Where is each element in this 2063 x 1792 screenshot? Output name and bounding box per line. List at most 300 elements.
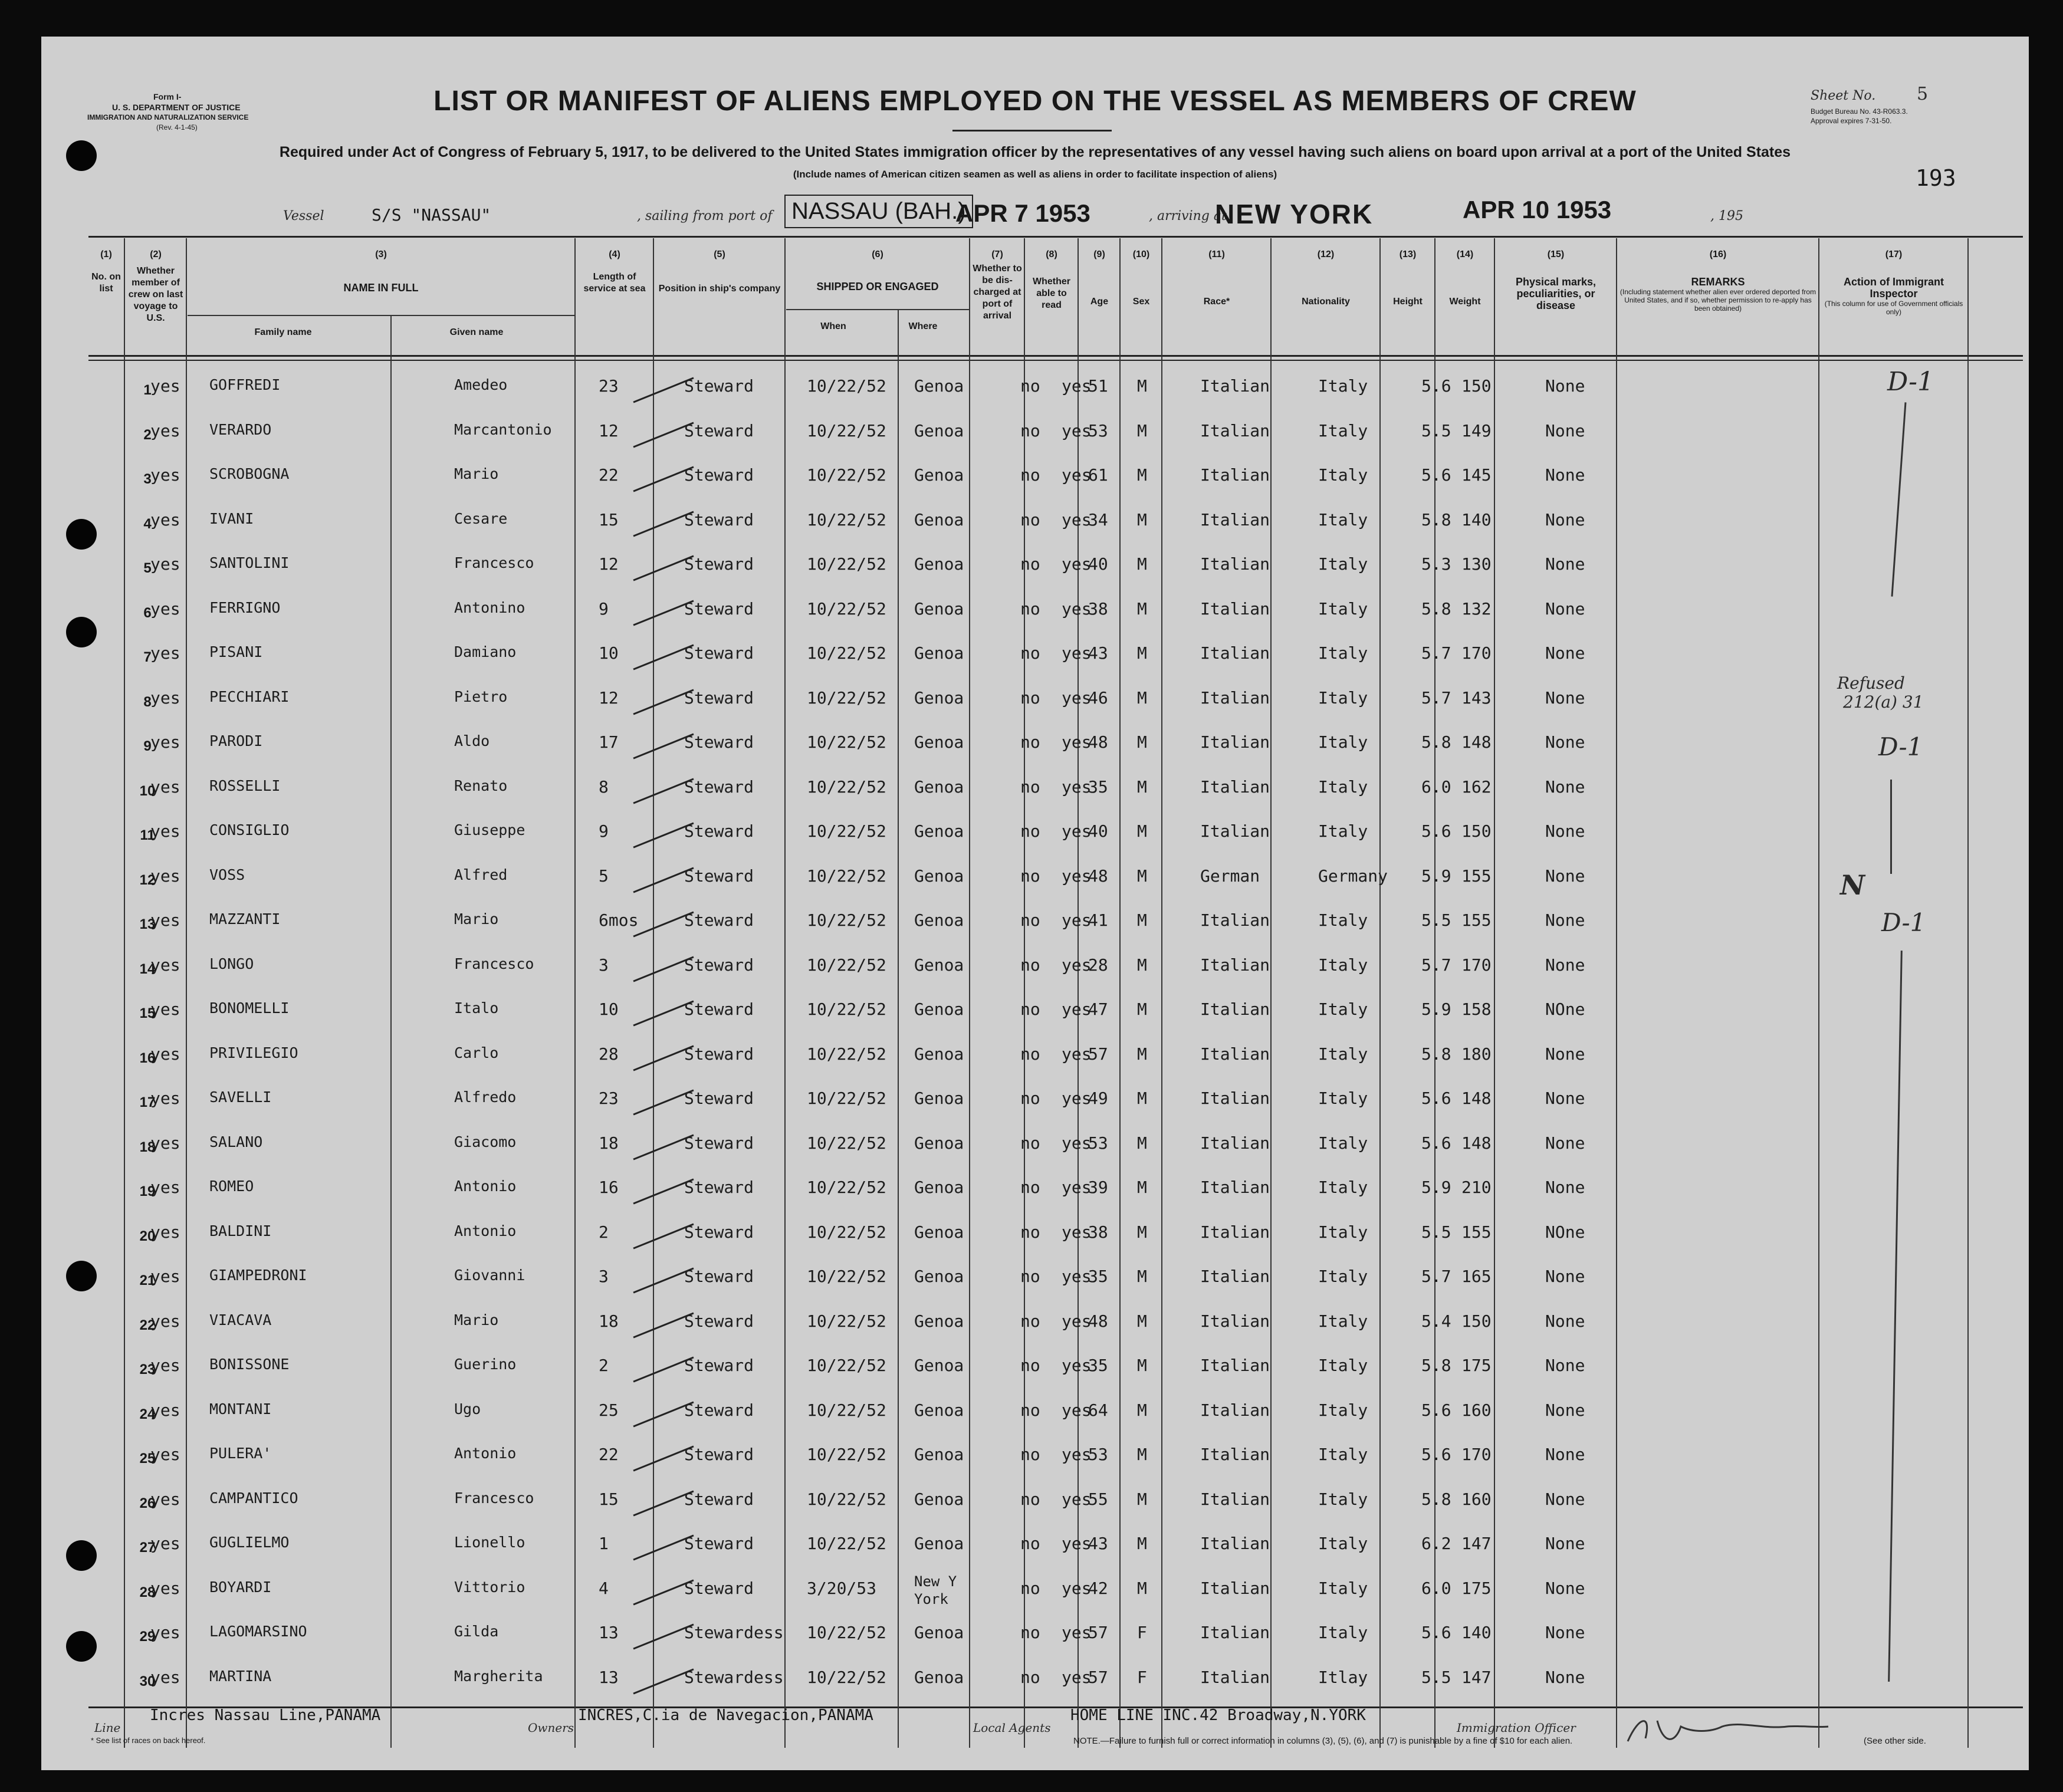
cell-crew: yes xyxy=(150,732,180,752)
form-number: Form I- xyxy=(153,92,182,101)
col-9-header: (9) Age xyxy=(1090,249,1109,307)
cell-age: 57 xyxy=(1088,1623,1108,1642)
cell-where: Genoa xyxy=(914,1311,964,1331)
cell-where: Genoa xyxy=(914,732,964,752)
cell-nationality: Germany xyxy=(1318,866,1388,886)
cell-crew: yes xyxy=(150,376,180,396)
cell-race: Italian xyxy=(1200,1356,1270,1375)
cell-where: Genoa xyxy=(914,1044,964,1064)
cell-family: LONGO xyxy=(209,955,254,972)
cell-where: Genoa xyxy=(914,1623,964,1642)
action-note-d1-mid: D-1 xyxy=(1878,732,1923,761)
row-number: 1 xyxy=(143,382,152,398)
cell-crew: yes xyxy=(150,554,180,574)
cell-crew: yes xyxy=(150,1534,180,1553)
cell-service: 4 xyxy=(599,1578,609,1598)
cell-discharged: no xyxy=(1020,910,1040,930)
cell-sex: F xyxy=(1137,1623,1147,1642)
col-17-header: (17) Action of Immigrant Inspector (This column for use of Government officials only) xyxy=(1824,249,1963,316)
cell-crew: yes xyxy=(150,1133,180,1153)
column-rule xyxy=(1818,238,1819,1748)
cell-position: Steward xyxy=(684,955,754,975)
cell-family: MAZZANTI xyxy=(209,910,281,928)
cell-weight: 150 xyxy=(1461,376,1492,396)
header-bottom-rule-2 xyxy=(88,360,2023,361)
cell-race: Italian xyxy=(1200,1267,1270,1286)
cell-discharged: no xyxy=(1020,1623,1040,1642)
cell-age: 53 xyxy=(1088,1133,1108,1153)
cell-crew: yes xyxy=(150,1445,180,1464)
cell-sex: M xyxy=(1137,1578,1147,1598)
name-split-rule xyxy=(390,315,392,1748)
action-note-d1-top: D-1 xyxy=(1887,367,1934,397)
cell-family: VIACAVA xyxy=(209,1311,272,1329)
cell-service: 23 xyxy=(599,376,619,396)
cell-given: Aldo xyxy=(454,732,490,749)
cell-family: SCROBOGNA xyxy=(209,465,290,482)
cell-given: Antonio xyxy=(454,1445,517,1462)
cell-sex: M xyxy=(1137,821,1147,841)
cell-nationality: Italy xyxy=(1318,554,1368,574)
cell-where: Genoa xyxy=(914,554,964,574)
column-rule xyxy=(574,238,576,1748)
row-number: 9 xyxy=(143,738,152,754)
cell-service: 23 xyxy=(599,1089,619,1108)
cell-height: 5.7 xyxy=(1421,643,1451,663)
owners-label: Owners xyxy=(528,1721,574,1735)
cell-marks: None xyxy=(1545,465,1585,485)
row-number: 12 xyxy=(139,872,156,888)
cell-family: MARTINA xyxy=(209,1667,272,1685)
cell-service: 10 xyxy=(599,999,619,1019)
cell-read: yes xyxy=(1062,465,1092,485)
cell-crew: yes xyxy=(150,509,180,530)
cell-family: SAVELLI xyxy=(209,1089,272,1106)
cell-position: Steward xyxy=(684,910,754,930)
cell-height: 6.0 xyxy=(1421,777,1451,797)
cell-weight: 148 xyxy=(1461,732,1492,752)
cell-age: 55 xyxy=(1088,1489,1108,1509)
cell-marks: None xyxy=(1545,777,1585,797)
cell-discharged: no xyxy=(1020,1267,1040,1286)
cell-family: GUGLIELMO xyxy=(209,1534,290,1551)
cell-nationality: Italy xyxy=(1318,999,1368,1019)
cell-marks: None xyxy=(1545,1534,1585,1553)
cell-service: 12 xyxy=(599,554,619,574)
cell-race: Italian xyxy=(1200,1178,1270,1197)
cell-given: Alfred xyxy=(454,866,508,883)
cell-sex: M xyxy=(1137,420,1147,440)
cell-discharged: no xyxy=(1020,1578,1040,1598)
cell-family: SANTOLINI xyxy=(209,554,290,571)
row-number: 30 xyxy=(139,1673,156,1689)
cell-when: 10/22/52 xyxy=(807,1267,886,1286)
cell-when: 10/22/52 xyxy=(807,554,886,574)
cell-weight: 175 xyxy=(1461,1578,1492,1598)
cell-nationality: Italy xyxy=(1318,376,1368,396)
cell-nationality: Italy xyxy=(1318,1578,1368,1598)
cell-sex: M xyxy=(1137,999,1147,1019)
table-top-rule xyxy=(88,236,2023,238)
cell-marks: None xyxy=(1545,1089,1585,1108)
cell-family: FERRIGNO xyxy=(209,599,281,616)
cell-when: 10/22/52 xyxy=(807,1356,886,1375)
cell-sex: M xyxy=(1137,955,1147,975)
cell-race: Italian xyxy=(1200,1534,1270,1553)
cell-nationality: Italy xyxy=(1318,910,1368,930)
row-number: 7 xyxy=(143,649,152,665)
cell-where: Genoa xyxy=(914,1534,964,1553)
cell-weight: 170 xyxy=(1461,643,1492,663)
departure-port-stamp: NASSAU (BAH.) xyxy=(784,195,973,228)
cell-read: yes xyxy=(1062,554,1092,574)
row-number: 21 xyxy=(139,1273,156,1288)
binder-hole xyxy=(66,1631,97,1662)
cell-sex: M xyxy=(1137,509,1147,530)
cell-where: Genoa xyxy=(914,1133,964,1153)
cell-service: 17 xyxy=(599,732,619,752)
cell-crew: yes xyxy=(150,1311,180,1331)
cell-discharged: no xyxy=(1020,1667,1040,1687)
cell-sex: M xyxy=(1137,1267,1147,1286)
cell-when: 10/22/52 xyxy=(807,1400,886,1420)
row-number: 2 xyxy=(143,426,152,443)
cell-nationality: Italy xyxy=(1318,465,1368,485)
cell-where: Genoa xyxy=(914,1445,964,1464)
cell-marks: None xyxy=(1545,1400,1585,1420)
cell-weight: 170 xyxy=(1461,1445,1492,1464)
cell-given: Antonio xyxy=(454,1222,517,1239)
binder-hole xyxy=(66,617,97,647)
cell-read: yes xyxy=(1062,910,1092,930)
page-number: 193 xyxy=(1916,165,1956,191)
cell-weight: 145 xyxy=(1461,465,1492,485)
row-number: 10 xyxy=(139,782,156,799)
row-number: 27 xyxy=(139,1540,156,1556)
cell-marks: None xyxy=(1545,599,1585,619)
cell-position: Steward xyxy=(684,1489,754,1509)
cell-weight: 130 xyxy=(1461,554,1492,574)
cell-marks: None xyxy=(1545,643,1585,663)
page-title: LIST OR MANIFEST OF ALIENS EMPLOYED ON THE VESSEL AS MEMBERS OF CREW xyxy=(433,86,1637,117)
budget-bureau: Budget Bureau No. 43-R063.3. xyxy=(1811,107,1908,116)
cell-age: 41 xyxy=(1088,910,1108,930)
cell-where: New Y York xyxy=(914,1573,957,1607)
cell-service: 18 xyxy=(599,1311,619,1331)
cell-sex: M xyxy=(1137,1311,1147,1331)
cell-service: 8 xyxy=(599,777,609,797)
cell-service: 9 xyxy=(599,599,609,619)
column-rule xyxy=(1078,238,1079,1748)
cell-given: Renato xyxy=(454,777,508,794)
cell-family: PULERA' xyxy=(209,1445,272,1462)
cell-age: 38 xyxy=(1088,1222,1108,1242)
cell-given: Guerino xyxy=(454,1356,517,1373)
row-number: 18 xyxy=(139,1139,156,1155)
cell-weight: 148 xyxy=(1461,1133,1492,1153)
column-rule xyxy=(653,238,654,1748)
cell-discharged: no xyxy=(1020,465,1040,485)
cell-nationality: Italy xyxy=(1318,777,1368,797)
cell-position: Steward xyxy=(684,1445,754,1464)
cell-when: 10/22/52 xyxy=(807,376,886,396)
cell-marks: None xyxy=(1545,1311,1585,1331)
cell-crew: yes xyxy=(150,1623,180,1642)
cell-where: Genoa xyxy=(914,1222,964,1242)
cell-nationality: Italy xyxy=(1318,1445,1368,1464)
cell-race: Italian xyxy=(1200,1311,1270,1331)
row-number: 28 xyxy=(139,1584,156,1600)
cell-age: 47 xyxy=(1088,999,1108,1019)
cell-when: 10/22/52 xyxy=(807,688,886,708)
cell-service: 12 xyxy=(599,420,619,440)
cell-service: 22 xyxy=(599,465,619,485)
cell-read: yes xyxy=(1062,1089,1092,1108)
cell-read: yes xyxy=(1062,732,1092,752)
agents-value: HOME LINE INC.42 Broadway,N.YORK xyxy=(1070,1706,1366,1724)
cell-service: 15 xyxy=(599,509,619,530)
cell-marks: None xyxy=(1545,1667,1585,1687)
include-note: (Include names of American citizen seamen as well as aliens in order to facilitate inspection of aliens) xyxy=(793,169,1277,180)
row-number: 26 xyxy=(139,1495,156,1511)
sheet-number: 5 xyxy=(1917,84,1929,104)
cell-family: MONTANI xyxy=(209,1400,272,1418)
cell-family: BONISSONE xyxy=(209,1356,290,1373)
cell-read: yes xyxy=(1062,1267,1092,1286)
cell-where: Genoa xyxy=(914,465,964,485)
cell-where: Genoa xyxy=(914,1267,964,1286)
cell-sex: M xyxy=(1137,1133,1147,1153)
cell-sex: M xyxy=(1137,599,1147,619)
cell-race: German xyxy=(1200,866,1260,886)
cell-marks: None xyxy=(1545,1133,1585,1153)
cell-when: 10/22/52 xyxy=(807,866,886,886)
cell-read: yes xyxy=(1062,1578,1092,1598)
cell-race: Italian xyxy=(1200,1445,1270,1464)
cell-nationality: Italy xyxy=(1318,1534,1368,1553)
cell-height: 5.9 xyxy=(1421,866,1451,886)
cell-position: Steward xyxy=(684,1400,754,1420)
row-number: 6 xyxy=(143,604,152,621)
cell-race: Italian xyxy=(1200,1578,1270,1598)
cell-marks: None xyxy=(1545,821,1585,841)
cell-nationality: Italy xyxy=(1318,1489,1368,1509)
cell-crew: yes xyxy=(150,1044,180,1064)
family-name-subheader: Family name xyxy=(254,327,312,337)
cell-nationality: Italy xyxy=(1318,1178,1368,1197)
cell-where: Genoa xyxy=(914,821,964,841)
cell-nationality: Italy xyxy=(1318,1222,1368,1242)
cell-age: 43 xyxy=(1088,1534,1108,1553)
cell-race: Italian xyxy=(1200,1623,1270,1642)
cell-crew: yes xyxy=(150,955,180,975)
cell-age: 51 xyxy=(1088,376,1108,396)
cell-race: Italian xyxy=(1200,643,1270,663)
col-10-header: (10) Sex xyxy=(1132,249,1150,307)
cell-weight: 140 xyxy=(1461,509,1492,530)
row-number: 15 xyxy=(139,1005,156,1021)
cell-race: Italian xyxy=(1200,1222,1270,1242)
cell-crew: yes xyxy=(150,643,180,663)
cell-age: 48 xyxy=(1088,1311,1108,1331)
column-rule xyxy=(1967,238,1969,1748)
cell-family: PECCHIARI xyxy=(209,688,290,705)
column-rule xyxy=(1494,238,1495,1748)
cell-read: yes xyxy=(1062,509,1092,530)
line-label: Line xyxy=(94,1721,121,1735)
cell-height: 6.0 xyxy=(1421,1578,1451,1598)
cell-sex: M xyxy=(1137,732,1147,752)
cell-race: Italian xyxy=(1200,732,1270,752)
cell-when: 10/22/52 xyxy=(807,1311,886,1331)
cell-given: Margherita xyxy=(454,1667,543,1685)
cell-discharged: no xyxy=(1020,554,1040,574)
cell-when: 10/22/52 xyxy=(807,732,886,752)
cell-age: 64 xyxy=(1088,1400,1108,1420)
cell-sex: M xyxy=(1137,1178,1147,1197)
cell-read: yes xyxy=(1062,1133,1092,1153)
cell-position: Steward xyxy=(684,866,754,886)
cell-family: PISANI xyxy=(209,643,263,660)
cell-age: 53 xyxy=(1088,420,1108,440)
row-number: 8 xyxy=(143,693,152,710)
col-15-header: (15) Physical marks, peculiarities, or disease xyxy=(1515,249,1596,311)
refused-code: 212(a) 31 xyxy=(1843,692,1924,712)
cell-nationality: Italy xyxy=(1318,1623,1368,1642)
col-6-header: (6) SHIPPED OR ENGAGED xyxy=(816,249,939,292)
cell-age: 57 xyxy=(1088,1044,1108,1064)
cell-height: 5.6 xyxy=(1421,1623,1451,1642)
cell-service: 22 xyxy=(599,1445,619,1464)
cell-service: 12 xyxy=(599,688,619,708)
cell-position: Steward xyxy=(684,465,754,485)
row-number: 11 xyxy=(140,827,155,843)
requirement-text: Required under Act of Congress of February 5, 1917, to be delivered to the United States immigration officer by the representatives of any vessel having such aliens on board upon arrival at a port of the United States xyxy=(279,144,1791,160)
cell-age: 48 xyxy=(1088,866,1108,886)
cell-marks: None xyxy=(1545,1178,1585,1197)
owners-value: INCRES,C.ia de Navegacion,PANAMA xyxy=(578,1706,873,1724)
cell-nationality: Italy xyxy=(1318,599,1368,619)
cell-where: Genoa xyxy=(914,376,964,396)
cell-marks: None xyxy=(1545,732,1585,752)
cell-discharged: no xyxy=(1020,732,1040,752)
cell-service: 3 xyxy=(599,955,609,975)
cell-given: Carlo xyxy=(454,1044,499,1061)
cell-position: Steward xyxy=(684,688,754,708)
cell-age: 48 xyxy=(1088,732,1108,752)
cell-where: Genoa xyxy=(914,910,964,930)
where-subheader: Where xyxy=(908,321,938,331)
cell-race: Italian xyxy=(1200,955,1270,975)
cell-given: Antonino xyxy=(454,599,525,616)
cell-family: BALDINI xyxy=(209,1222,272,1239)
cell-family: CAMPANTICO xyxy=(209,1489,298,1507)
col-2-header: (2) Whether member of crew on last voyage to U.S. xyxy=(128,249,183,323)
cell-height: 5.8 xyxy=(1421,599,1451,619)
cell-height: 5.6 xyxy=(1421,465,1451,485)
row-number: 16 xyxy=(139,1050,156,1066)
cell-nationality: Italy xyxy=(1318,1133,1368,1153)
cell-marks: None xyxy=(1545,1489,1585,1509)
cell-service: 9 xyxy=(599,821,609,841)
agents-label: Local Agents xyxy=(973,1721,1051,1735)
cell-sex: M xyxy=(1137,866,1147,886)
cell-height: 5.9 xyxy=(1421,1178,1451,1197)
cell-where: Genoa xyxy=(914,599,964,619)
cell-family: BONOMELLI xyxy=(209,999,290,1017)
cell-given: Francesco xyxy=(454,554,534,571)
column-rule xyxy=(1379,238,1381,1748)
cell-position: Steward xyxy=(684,821,754,841)
cell-weight: 132 xyxy=(1461,599,1492,619)
cell-when: 10/22/52 xyxy=(807,777,886,797)
row-number: 13 xyxy=(139,916,156,932)
cell-age: 57 xyxy=(1088,1667,1108,1687)
cell-where: Genoa xyxy=(914,509,964,530)
cell-crew: yes xyxy=(150,688,180,708)
cell-given: Giacomo xyxy=(454,1133,517,1150)
cell-marks: None xyxy=(1545,910,1585,930)
cell-height: 5.7 xyxy=(1421,955,1451,975)
header-bottom-rule xyxy=(88,355,2023,357)
binder-hole xyxy=(66,1540,97,1571)
cell-position: Steward xyxy=(684,1044,754,1064)
cell-position: Steward xyxy=(684,1267,754,1286)
cell-age: 42 xyxy=(1088,1578,1108,1598)
cell-when: 10/22/52 xyxy=(807,509,886,530)
cell-age: 43 xyxy=(1088,643,1108,663)
cell-height: 5.3 xyxy=(1421,554,1451,574)
cell-crew: yes xyxy=(150,420,180,440)
cell-crew: yes xyxy=(150,910,180,930)
cell-given: Amedeo xyxy=(454,376,508,393)
cell-read: yes xyxy=(1062,821,1092,841)
cell-when: 10/22/52 xyxy=(807,1133,886,1153)
cell-position: Steward xyxy=(684,1133,754,1153)
cell-position: Steward xyxy=(684,1222,754,1242)
cell-discharged: no xyxy=(1020,866,1040,886)
sailing-label: , sailing from port of xyxy=(637,209,773,223)
cell-height: 6.2 xyxy=(1421,1534,1451,1553)
cell-service: 13 xyxy=(599,1623,619,1642)
cell-crew: yes xyxy=(150,1089,180,1108)
cell-discharged: no xyxy=(1020,1400,1040,1420)
cell-discharged: no xyxy=(1020,1044,1040,1064)
cell-read: yes xyxy=(1062,1222,1092,1242)
cell-marks: None xyxy=(1545,1445,1585,1464)
cell-given: Giuseppe xyxy=(454,821,525,839)
cell-age: 49 xyxy=(1088,1089,1108,1108)
cell-given: Italo xyxy=(454,999,499,1017)
cell-service: 15 xyxy=(599,1489,619,1509)
cell-position: Stewardess xyxy=(684,1623,784,1642)
cell-read: yes xyxy=(1062,1623,1092,1642)
cell-height: 5.5 xyxy=(1421,1667,1451,1687)
cell-given: Alfredo xyxy=(454,1089,517,1106)
cell-race: Italian xyxy=(1200,777,1270,797)
cell-when: 10/22/52 xyxy=(807,1044,886,1064)
cell-discharged: no xyxy=(1020,821,1040,841)
cell-age: 35 xyxy=(1088,1356,1108,1375)
vessel-label: Vessel xyxy=(283,209,324,223)
cell-weight: 143 xyxy=(1461,688,1492,708)
cell-crew: yes xyxy=(150,999,180,1019)
cell-position: Steward xyxy=(684,777,754,797)
column-rule xyxy=(969,238,970,1748)
cell-nationality: Itlay xyxy=(1318,1667,1368,1687)
cell-nationality: Italy xyxy=(1318,821,1368,841)
cell-position: Steward xyxy=(684,643,754,663)
